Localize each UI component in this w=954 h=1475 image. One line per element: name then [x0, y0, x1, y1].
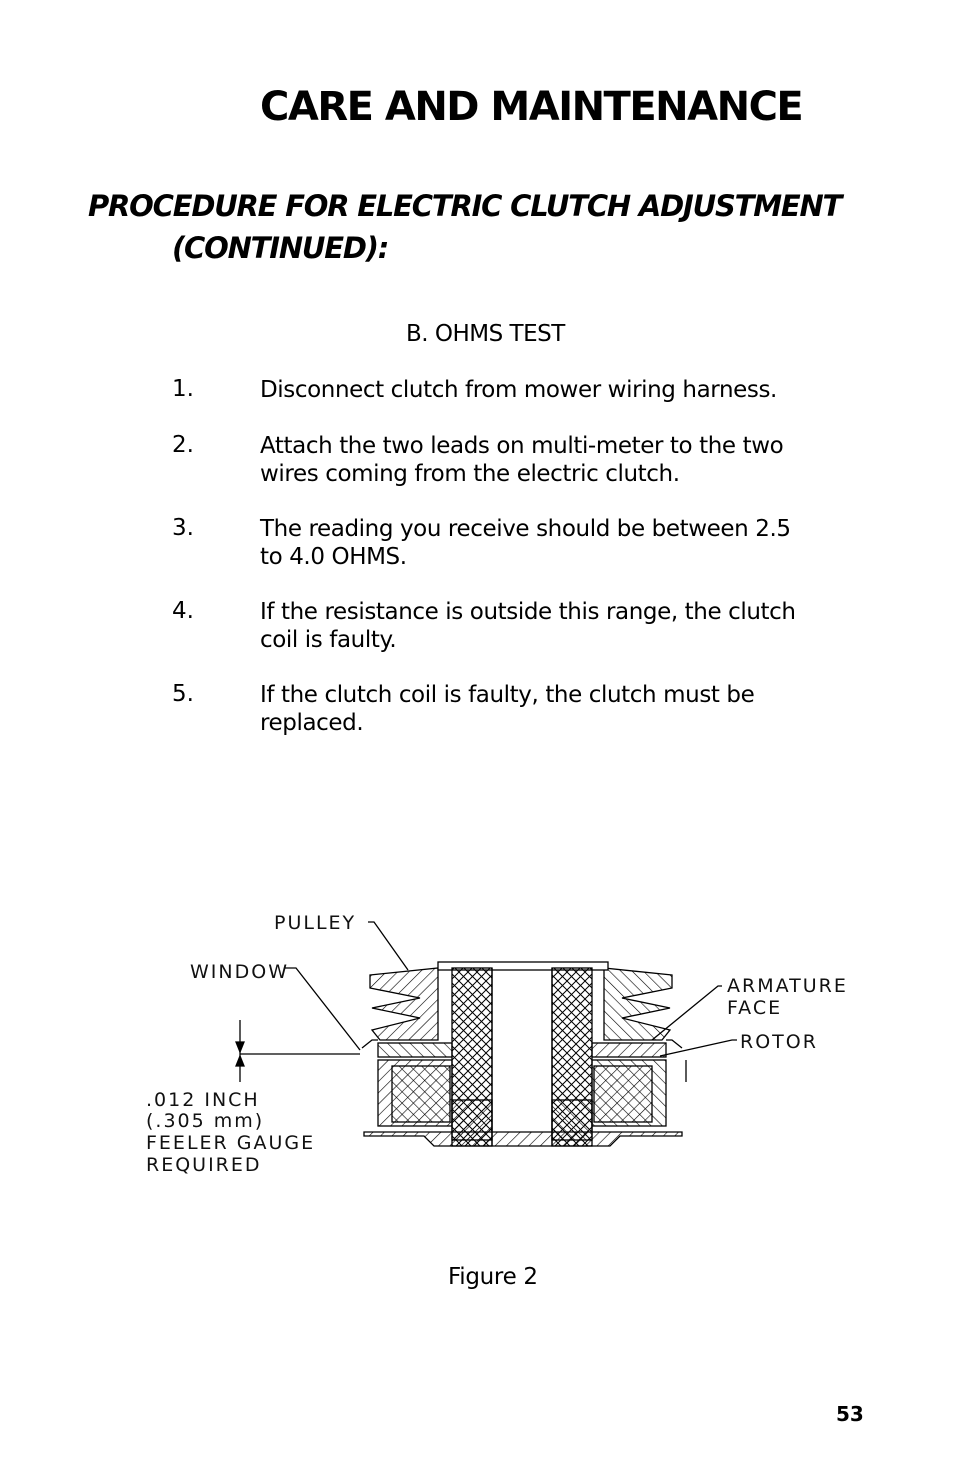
step-number: 4.	[172, 598, 194, 624]
label-gauge-name: FEELER GAUGE	[146, 1132, 316, 1154]
label-pulley: PULLEY	[274, 912, 357, 934]
step-number: 5.	[172, 681, 194, 707]
section-title-continued: (CONTINUED):	[172, 231, 389, 265]
label-gauge-mm: (.305 mm)	[146, 1110, 265, 1132]
section-title: PROCEDURE FOR ELECTRIC CLUTCH ADJUSTMENT	[88, 189, 842, 223]
subheading: B. OHMS TEST	[406, 321, 565, 347]
step-text: If the clutch coil is faulty, the clutch must be replaced.	[260, 682, 755, 736]
step-text: If the resistance is outside this range, the clutch coil is faulty.	[260, 599, 796, 653]
label-armature: ARMATURE	[727, 975, 848, 997]
page-number: 53	[836, 1402, 864, 1426]
step-number: 2.	[172, 432, 194, 458]
label-window: WINDOW	[190, 961, 289, 983]
page-title: CARE AND MAINTENANCE	[260, 84, 803, 130]
step-number: 3.	[172, 515, 194, 541]
step-text: Attach the two leads on multi-meter to the two wires coming from the electric clutch.	[260, 433, 784, 487]
label-rotor: ROTOR	[740, 1031, 818, 1053]
step-text: Disconnect clutch from mower wiring harness.	[260, 377, 777, 403]
step-text: The reading you receive should be between 2.5 to 4.0 OHMS.	[260, 516, 791, 570]
step-number: 1.	[172, 376, 194, 402]
label-armature-face: FACE	[727, 997, 783, 1019]
figure-caption: Figure 2	[448, 1264, 538, 1290]
pulley-section	[362, 962, 686, 1146]
label-gauge-required: REQUIRED	[146, 1154, 262, 1176]
label-gauge-inch: .012 INCH	[146, 1089, 260, 1111]
